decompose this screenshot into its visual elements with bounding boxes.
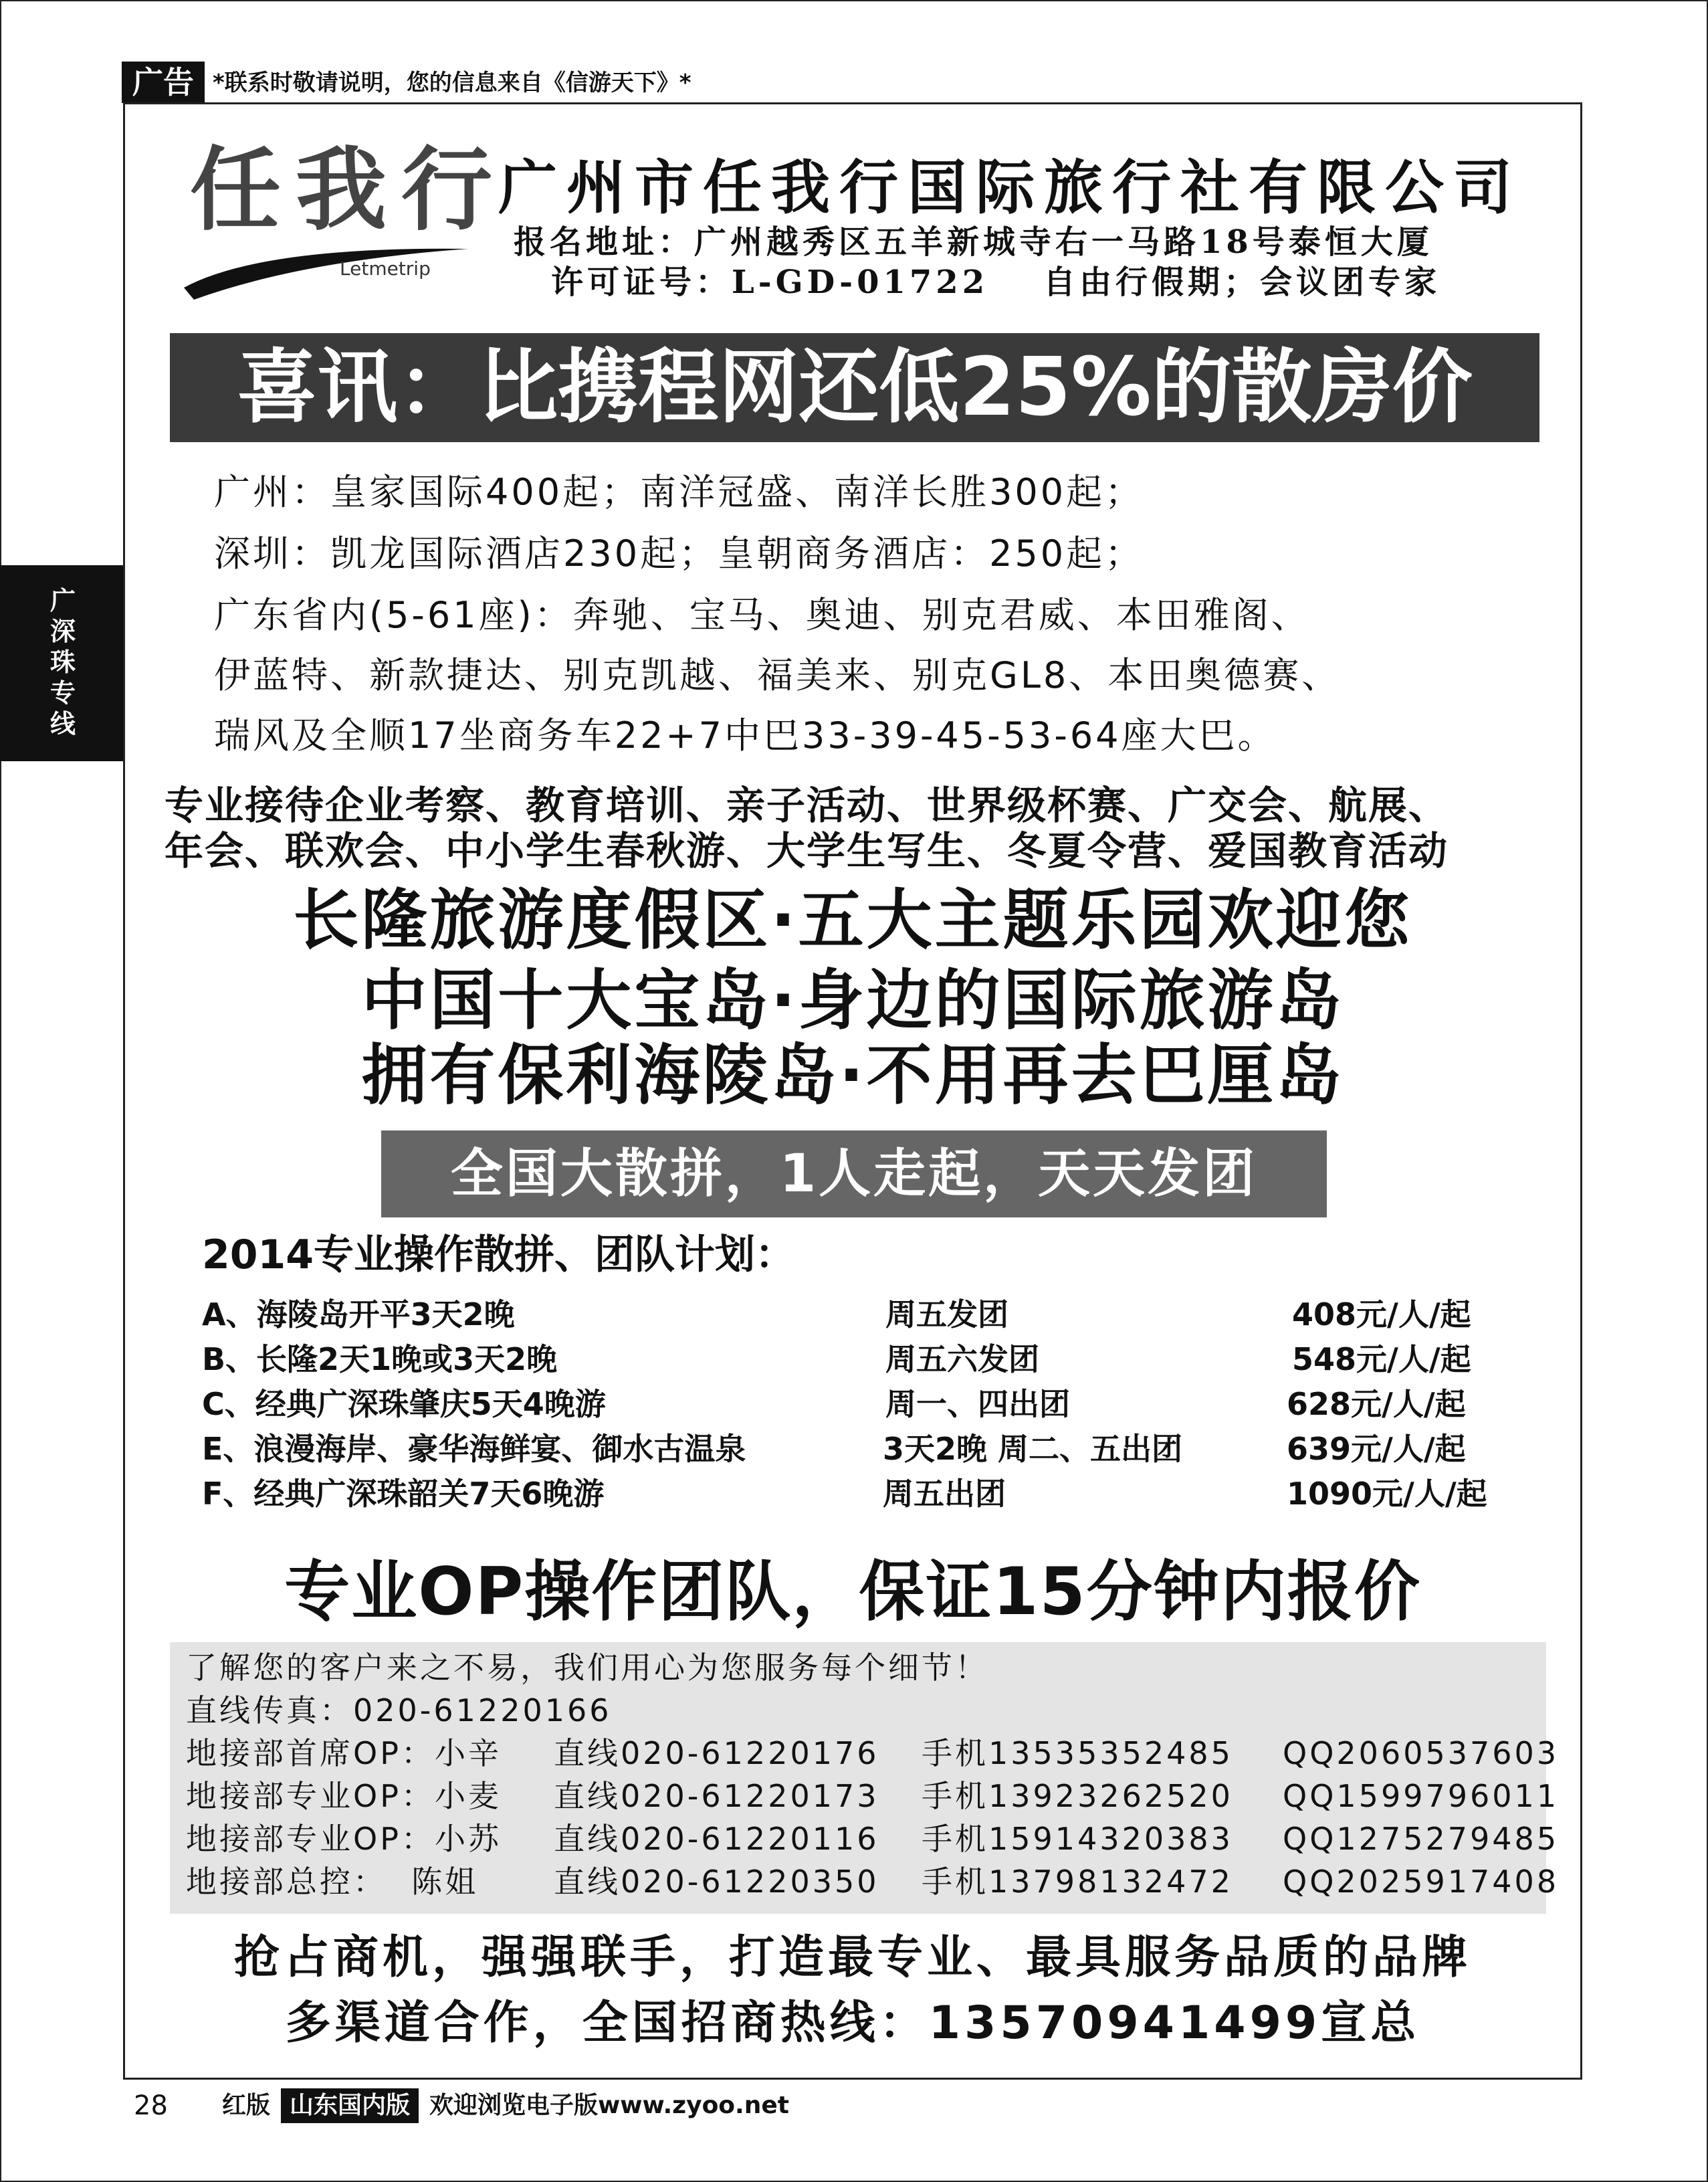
contact-box — [170, 1642, 1560, 1914]
contact-fax: 直线传真：020-61220166 — [186, 1692, 612, 1728]
source-notice: *联系时敬请说明，您的信息来自《信游天下》* — [213, 70, 691, 96]
bottom-slogan-hotline: 多渠道合作，全国招商热线：13570941499宣总 — [285, 1997, 1420, 2050]
contact-phone: 直线020-61220173 — [554, 1778, 879, 1814]
plan-price: 408元/人/起 — [1292, 1296, 1471, 1332]
contact-row — [186, 1732, 1560, 1775]
bottom-slogan-brand: 抢占商机，强强联手，打造最专业、最具服务品质的品牌 — [233, 1931, 1471, 1984]
website-link[interactable]: 欢迎浏览电子版www.zyoo.net — [429, 2092, 789, 2119]
license-number: 许可证号：L-GD-01722 — [551, 264, 989, 301]
plan-row — [202, 1382, 1526, 1426]
hotel-line-guangzhou: 广州：皇家国际400起；南洋冠盛、南洋长胜300起； — [214, 471, 1144, 513]
logo-subtitle: Letmetrip — [340, 258, 431, 280]
quote-promise: 专业OP操作团队，保证15分钟内报价 — [284, 1554, 1421, 1630]
headline-banner: 喜讯：比携程网还低25%的散房价 — [170, 333, 1539, 442]
company-services: 自由行假期；会议团专家 — [1043, 264, 1441, 301]
contact-row — [186, 1860, 1560, 1903]
contact-role: 地接部总控： 陈姐 — [186, 1864, 479, 1900]
contact-role: 地接部专业OP：小麦 — [186, 1778, 502, 1814]
contact-role: 地接部首席OP：小辛 — [186, 1735, 502, 1771]
plan-row — [202, 1292, 1526, 1336]
plan-route: F、经典广深珠韶关7天6晚游 — [202, 1476, 605, 1512]
contact-row — [186, 1817, 1560, 1860]
contact-mobile: 手机13535352485 — [922, 1735, 1233, 1771]
plan-schedule: 3天2晚 周二、五出团 — [883, 1431, 1183, 1467]
side-tab-label: 广深珠专线 — [49, 586, 76, 738]
vehicle-line-3: 瑞风及全顺17坐商务车22+7中巴33-39-45-53-64座大巴。 — [214, 714, 1277, 757]
services-line-1: 专业接待企业考察、教育培训、亲子活动、世界级杯赛、广交会、航展、 — [165, 783, 1449, 828]
contact-intro: 了解您的客户来之不易，我们用心为您服务每个细节！ — [186, 1650, 988, 1686]
plan-price: 639元/人/起 — [1287, 1431, 1466, 1467]
plan-route: C、经典广深珠肇庆5天4晚游 — [202, 1386, 606, 1422]
edition-label: 红版 — [222, 2092, 271, 2119]
slogan-hailing: 拥有保利海陵岛·不用再去巴厘岛 — [361, 1037, 1344, 1114]
plan-route: B、长隆2天1晚或3天2晚 — [202, 1341, 558, 1377]
contact-role: 地接部专业OP：小苏 — [186, 1821, 502, 1857]
plan-row — [202, 1337, 1526, 1381]
plan-schedule: 周五发团 — [885, 1296, 1008, 1332]
plan-title: 2014专业操作散拼、团队计划： — [202, 1231, 795, 1278]
vehicle-line-1: 广东省内(5-61座)：奔驰、宝马、奥迪、别克君威、本田雅阁、 — [214, 594, 1310, 636]
plan-schedule: 周一、四出团 — [885, 1386, 1070, 1422]
contact-qq: QQ2060537603 — [1283, 1735, 1560, 1771]
logo-swoosh-icon — [181, 241, 475, 301]
contact-mobile: 手机15914320383 — [922, 1821, 1233, 1857]
contact-phone: 直线020-61220116 — [554, 1821, 879, 1857]
vehicle-line-2: 伊蓝特、新款捷达、别克凯越、福美来、别克GL8、本田奥德赛、 — [214, 654, 1341, 696]
plan-route: E、浪漫海岸、豪华海鲜宴、御水古温泉 — [202, 1431, 746, 1467]
plan-row — [202, 1472, 1526, 1516]
page-number: 28 — [134, 2090, 168, 2121]
company-logo: 任我行 — [190, 138, 507, 243]
plan-row — [202, 1427, 1526, 1471]
company-address: 报名地址：广州越秀区五羊新城寺右一马路18号泰恒大厦 — [514, 223, 1433, 261]
region-edition-badge: 山东国内版 — [281, 2088, 419, 2123]
contact-qq: QQ1275279485 — [1283, 1821, 1560, 1857]
plan-schedule: 周五六发团 — [885, 1341, 1039, 1377]
plan-schedule: 周五出团 — [883, 1476, 1006, 1512]
contact-phone: 直线020-61220350 — [554, 1864, 879, 1900]
services-line-2: 年会、联欢会、中小学生春秋游、大学生写生、冬夏令营、爱国教育活动 — [165, 828, 1449, 874]
contact-qq: QQ1599796011 — [1283, 1778, 1560, 1814]
contact-row — [186, 1775, 1560, 1817]
slogan-island: 中国十大宝岛·身边的国际旅游岛 — [361, 963, 1344, 1039]
plan-price: 548元/人/起 — [1292, 1341, 1471, 1377]
plan-price: 628元/人/起 — [1287, 1386, 1466, 1422]
plan-route: A、海陵岛开平3天2晚 — [202, 1296, 515, 1332]
side-route-tab — [0, 565, 123, 761]
contact-phone: 直线020-61220176 — [554, 1735, 879, 1771]
group-tour-banner: 全国大散拼，1人走起，天天发团 — [381, 1130, 1327, 1217]
ad-tag: 广告 — [122, 62, 205, 103]
hotel-line-shenzhen: 深圳：凯龙国际酒店230起；皇朝商务酒店：250起； — [214, 532, 1144, 575]
contact-qq: QQ2025917408 — [1283, 1864, 1560, 1900]
slogan-chimelong: 长隆旅游度假区·五大主题乐园欢迎您 — [293, 882, 1412, 959]
contact-mobile: 手机13923262520 — [922, 1778, 1233, 1814]
company-name: 广州市任我行国际旅行社有限公司 — [498, 153, 1522, 222]
contact-mobile: 手机13798132472 — [922, 1864, 1233, 1900]
plan-price: 1090元/人/起 — [1287, 1476, 1487, 1512]
